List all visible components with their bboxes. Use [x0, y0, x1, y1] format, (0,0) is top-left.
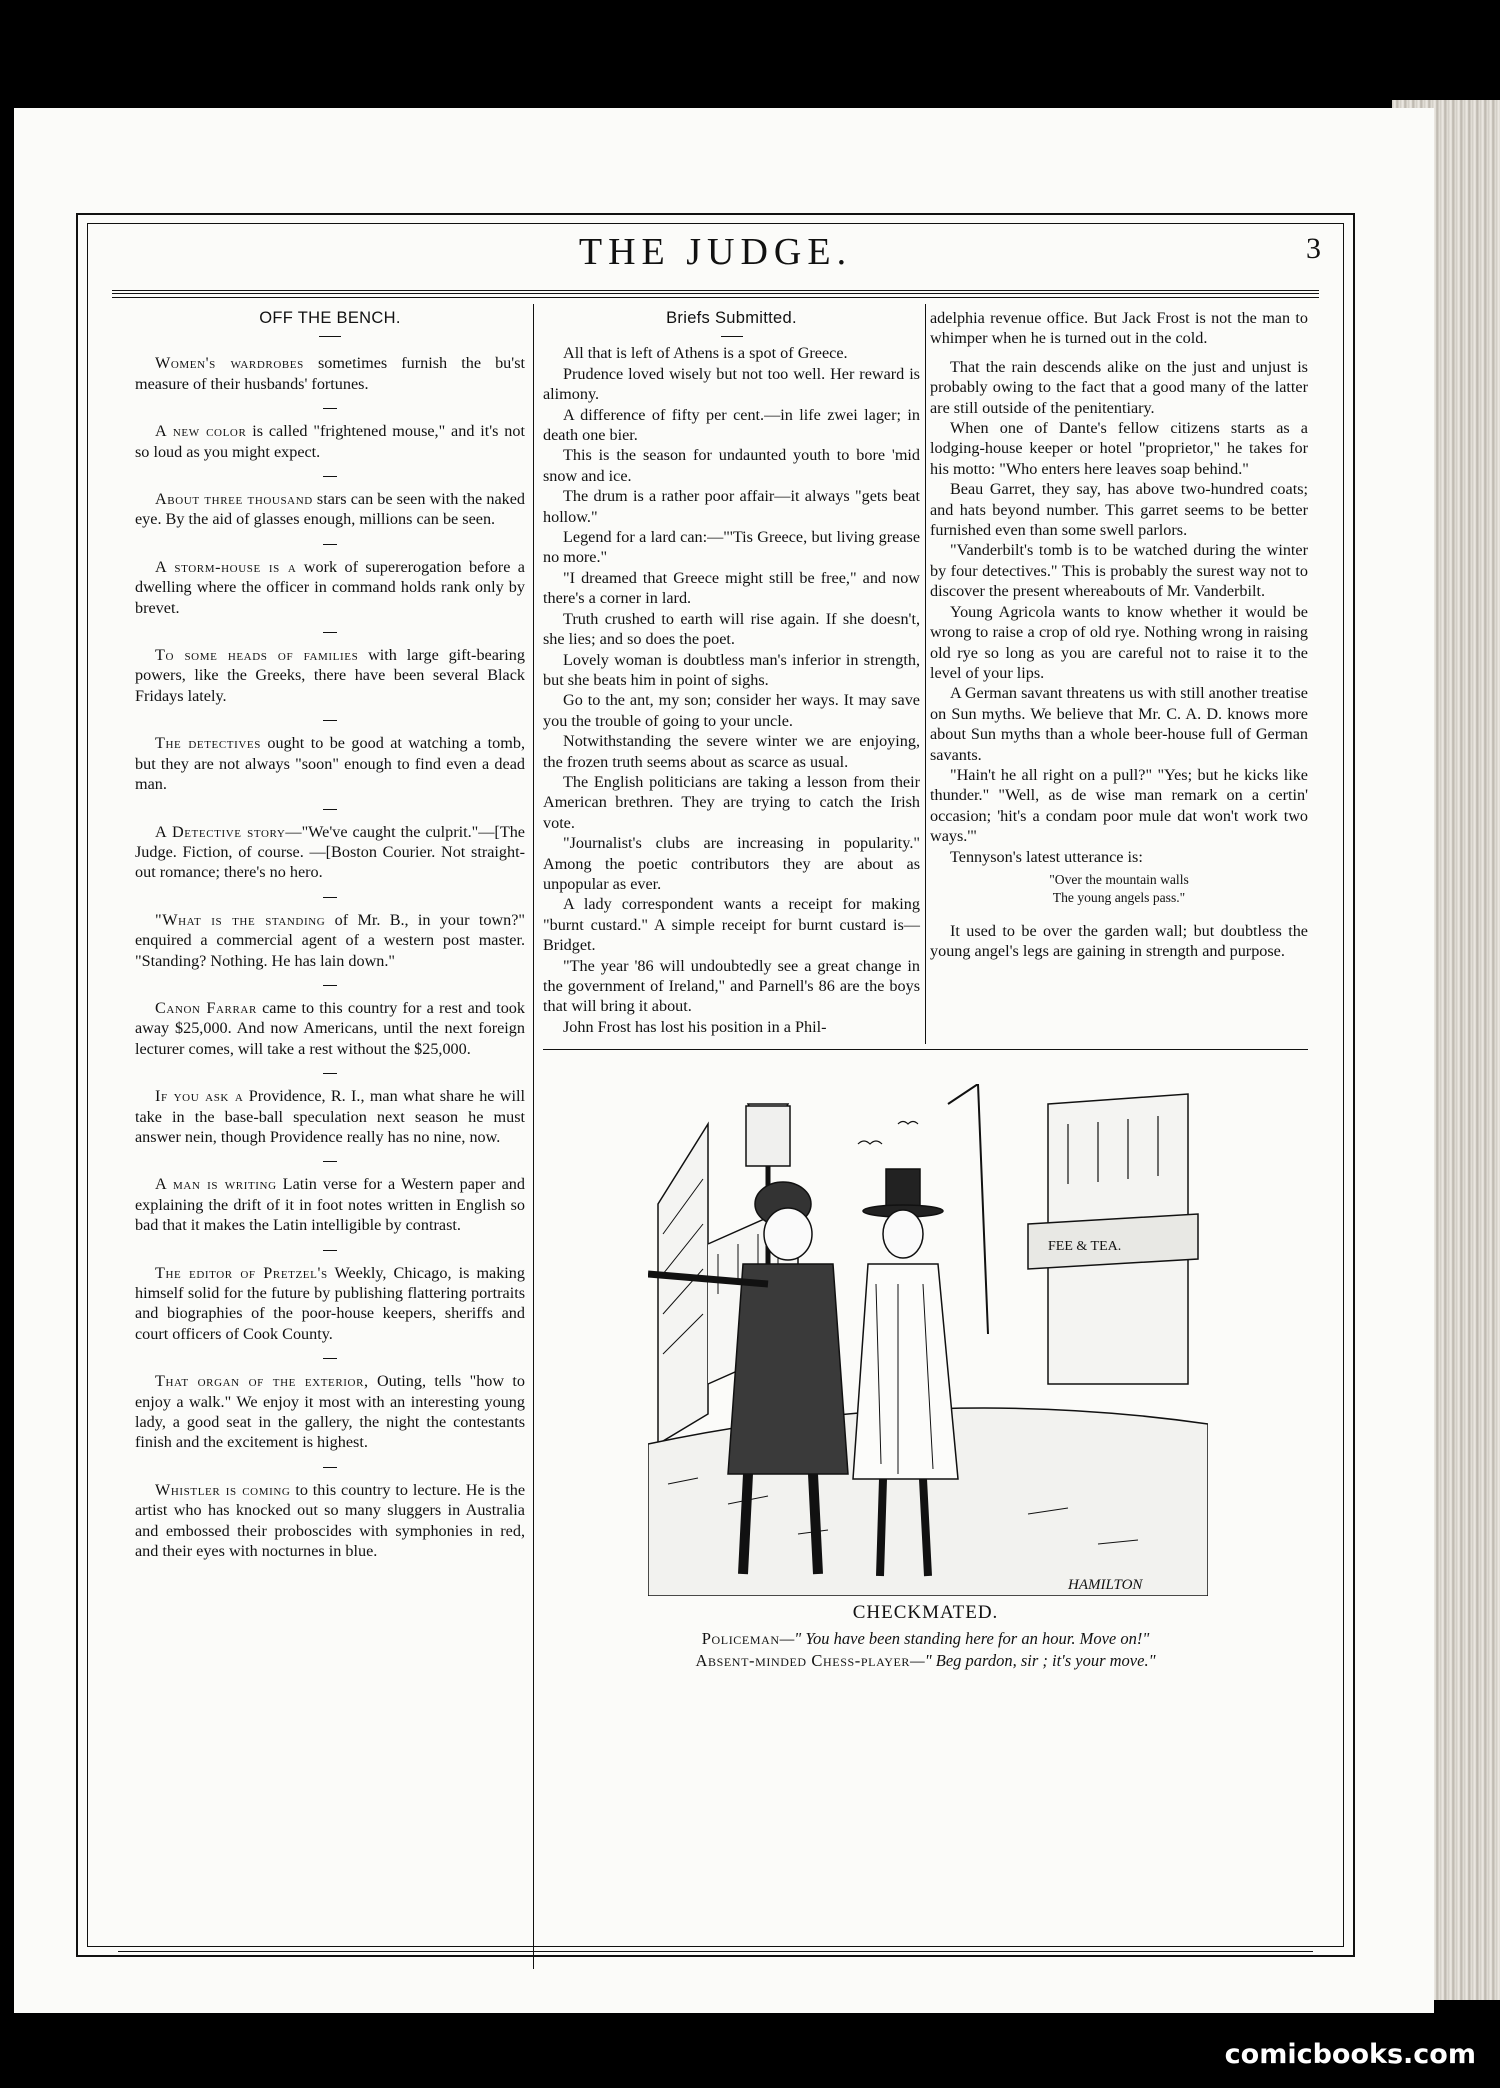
paragraph: Lovely woman is doubtless man's inferior in strength, but she beats him in point of sighs.	[543, 650, 920, 689]
paragraph: "The year '86 will undoubtedly see a great change in the government of Ireland," and Parnell's 86 are the boys that will bring it about.	[543, 956, 920, 1016]
paragraph: "Vanderbilt's tomb is to be watched during the winter by four detectives." This is probably the surest way not to discover the present whereabouts of Mr. Vanderbilt.	[930, 541, 1308, 601]
paragraph-text: is called "frightened mouse," and it's not so loud as you might expect.	[135, 422, 525, 461]
cartoon-caption-line	[543, 1628, 1308, 1650]
paragraph-lead: If you ask a	[155, 1087, 244, 1106]
separator-dash	[323, 1250, 337, 1251]
paragraph: The English politicians are taking a lesson from their American brethren. They are trying to catch the Irish vote.	[543, 772, 920, 832]
masthead-rule	[112, 290, 1319, 294]
column-divider	[925, 304, 926, 1044]
masthead-title: THE JUDGE.	[578, 231, 853, 273]
verse-line: "Over the mountain walls	[1049, 871, 1189, 887]
off-the-bench-column	[135, 302, 525, 1575]
separator-dash	[323, 1073, 337, 1074]
paragraph	[135, 557, 525, 618]
paragraph: All that is left of Athens is a spot of Greece.	[563, 344, 848, 363]
paragraph: Notwithstanding the severe winter we are enjoying, the frozen truth seems about as scarce as usual.	[543, 732, 920, 771]
paragraph: A difference of fifty per cent.—in life zwei lager; in death one bier.	[543, 405, 920, 445]
paragraph-lead: About three thousand	[155, 490, 313, 509]
separator-dash	[323, 897, 337, 898]
separator-dash	[323, 985, 337, 986]
paragraph-lead: That organ of the exterior,	[155, 1372, 369, 1391]
separator-dash	[323, 544, 337, 545]
caption-quote: —" Beg pardon, sir ; it's your move."	[910, 1651, 1156, 1670]
paragraph: Tennyson's latest utterance is:	[950, 847, 1143, 866]
paragraph: Prudence loved wisely but not too well. Her reward is alimony.	[543, 364, 920, 404]
paragraph: That the rain descends alike on the just and unjust is probably owing to the fact that a good many of the latter are still outside of the penitentiary.	[930, 357, 1308, 417]
paragraph	[135, 489, 525, 530]
caption-speaker: Policeman	[701, 1629, 780, 1648]
paragraph	[135, 1480, 525, 1562]
paragraph-lead: The editor of Pretzel's	[155, 1263, 328, 1282]
paragraph: This is the season for undaunted youth to bore 'mid snow and ice.	[543, 446, 920, 485]
paragraph: Young Agricola wants to know whether it would be wrong to raise a crop of old rye. Nothing wrong in raising old rye so long as you are careful not to raise it to the level of your lips.	[930, 602, 1308, 682]
bottom-rule	[118, 1951, 1313, 1952]
section-rule	[543, 1049, 1308, 1050]
page-number: 3	[1306, 232, 1321, 265]
separator-dash	[721, 336, 743, 337]
paragraph: When one of Dante's fellow citizens starts as a lodging-house keeper or hotel "proprietor," he takes for his motto: "Who enters here leaves soap behind."	[930, 419, 1308, 478]
paragraph	[135, 353, 525, 394]
paragraph-lead: A storm-house is a	[155, 557, 297, 576]
paragraph	[135, 733, 525, 794]
paragraph-lead: Whistler is coming	[155, 1480, 291, 1499]
paragraph-text: work of supererogation before a dwelling where the officer in command holds rank only by brevet.	[135, 557, 525, 617]
paragraph	[135, 910, 525, 971]
paragraph: John Frost has lost his position in a Phil-	[563, 1017, 827, 1036]
paragraph	[135, 645, 525, 706]
column-heading: Briefs Submitted.	[666, 309, 797, 327]
paragraph-text: —"We've caught the culprit."—[The Judge. Fiction, of course. —[Boston Courier. Not straight-out romance; there's no hero.	[135, 822, 525, 882]
paragraph-lead: A Detective story	[155, 822, 286, 841]
cartoon-caption-title: CHECKMATED.	[852, 1602, 999, 1623]
page-inner-frame	[87, 223, 1344, 1947]
paragraph	[135, 421, 525, 462]
paragraph-lead: A man is writing	[155, 1175, 277, 1194]
paragraph	[135, 998, 525, 1059]
page-frame	[76, 213, 1355, 1957]
paragraph-lead: The detectives	[155, 734, 261, 753]
paragraph-lead: To some heads of families	[155, 646, 359, 665]
paragraph	[135, 1263, 525, 1345]
continued-column	[930, 302, 1308, 970]
watermark: comicbooks.com	[1224, 2039, 1476, 2070]
briefs-submitted-column	[543, 302, 920, 1037]
paragraph-text: stars can be seen with the naked eye. By the aid of glasses enough, millions can be seen.	[135, 490, 525, 529]
separator-dash	[319, 336, 341, 337]
paragraph: "Journalist's clubs are increasing in popularity." Among the poetic contributors they are about as unpopular as ever.	[543, 834, 920, 893]
caption-quote: —" You have been standing here for an hour. Move on!"	[779, 1629, 1150, 1648]
paragraph: Go to the ant, my son; consider her ways. It may save you the trouble of going to your uncle.	[543, 691, 920, 730]
scanned-page	[14, 108, 1434, 2013]
paragraph	[135, 1371, 525, 1453]
artist-signature: HAMILTON	[1068, 1577, 1143, 1593]
shop-sign-text: FEE & TEA.	[1048, 1239, 1122, 1254]
paragraph-text: sometimes furnish the bu'st measure of their husbands' fortunes.	[135, 354, 525, 393]
paragraph: Truth crushed to earth will rise again. If she doesn't, she lies; and so does the poet.	[543, 609, 920, 649]
masthead-rule-thin	[112, 297, 1319, 298]
caption-speaker: Absent-minded Chess-player	[695, 1651, 911, 1670]
paragraph-text: Weekly, Chicago, is making himself solid for the future by publishing flattering portraits and biographies of the poor-house keepers, sheriffs and court officers of Cook County.	[135, 1263, 525, 1343]
paragraph-text: Outing, tells "how to enjoy a walk." We enjoy it most with an interesting young lady, a good seat in the gallery, the night the contestants finish and the excitement is highest.	[135, 1372, 525, 1452]
column-heading: OFF THE BENCH.	[259, 309, 401, 327]
separator-dash	[323, 720, 337, 721]
separator-dash	[323, 632, 337, 633]
verse-line: The young angels pass."	[1052, 889, 1186, 905]
separator-dash	[323, 408, 337, 409]
paragraph-text: Latin verse for a Western paper and explaining the drift of it in foot notes written in English so bad that it makes the Latin intelligible by contrast.	[135, 1175, 525, 1235]
paragraph: "Hain't he all right on a pull?" "Yes; but he kicks like thunder." "Well, as de wise man remark on a certin' occasion; 'hit's a condam poor mule dat won't work two ways.'"	[930, 765, 1308, 846]
paragraph-text: of Mr. B., in your town?" enquired a commercial agent of a western post master. "Standing? Nothing. He has lain down."	[135, 910, 525, 970]
paragraph	[135, 1174, 525, 1235]
paragraph: It used to be over the garden wall; but doubtless the young angel's legs are gaining in strength and purpose.	[930, 921, 1308, 961]
paragraph	[135, 1086, 525, 1147]
paragraph-text: with large gift-bearing powers, like the Greeks, there have been several Black Fridays lately.	[135, 646, 525, 705]
verse	[930, 871, 1308, 907]
paragraph-lead: Women's wardrobes	[155, 354, 304, 373]
paragraph-text: ought to be good at watching a tomb, but they are not always "soon" enough to find even a dead man.	[135, 734, 525, 794]
paragraph-lead: Canon Farrar	[155, 998, 257, 1017]
separator-dash	[323, 476, 337, 477]
checkmated-cartoon-illustration	[648, 1084, 1208, 1596]
paragraph-lead: "What is the standing	[155, 910, 326, 929]
paragraph-lead: A new color	[155, 422, 247, 441]
paragraph	[135, 822, 525, 883]
paragraph: Beau Garret, they say, has above two-hundred coats; and hats beyond number. This garret seems to be better furnished even than some swell parlors.	[930, 480, 1308, 540]
paragraph-text: came to this country for a rest and took away $25,000. And now Americans, until the next foreign lecturer comes, will take a rest without the $25,000.	[135, 998, 525, 1058]
paragraph-text: to this country to lecture. He is the artist who has knocked out so many sluggers in Australia and embossed their proboscides with symphonies in red, and their eyes with nocturnes in blue.	[135, 1480, 525, 1561]
separator-dash	[323, 1161, 337, 1162]
paragraph: A lady correspondent wants a receipt for making "burnt custard." A simple receipt for burnt custard is—Bridget.	[543, 895, 920, 955]
paragraph: The drum is a rather poor affair—it always "gets beat hollow."	[543, 487, 920, 526]
separator-dash	[323, 809, 337, 810]
column-divider	[533, 304, 534, 1969]
paragraph: A German savant threatens us with still another treatise on Sun myths. We believe that Mr. C. A. D. knows more about Sun myths than a whole beer-house full of German savants.	[930, 684, 1308, 764]
separator-dash	[323, 1358, 337, 1359]
paragraph: "I dreamed that Greece might still be free," and now there's a corner in lard.	[543, 568, 920, 608]
paragraph-text: Providence, R. I., man what share he will take in the base-ball speculation next season he must answer nein, though Providence really has no nine, now.	[135, 1087, 525, 1146]
paragraph: adelphia revenue office. But Jack Frost is not the man to whimper when he is turned out in the cold.	[930, 309, 1308, 348]
separator-dash	[323, 1467, 337, 1468]
cartoon-caption-line	[543, 1650, 1308, 1672]
paragraph: Legend for a lard can:—"'Tis Greece, but living grease no more."	[543, 528, 920, 567]
